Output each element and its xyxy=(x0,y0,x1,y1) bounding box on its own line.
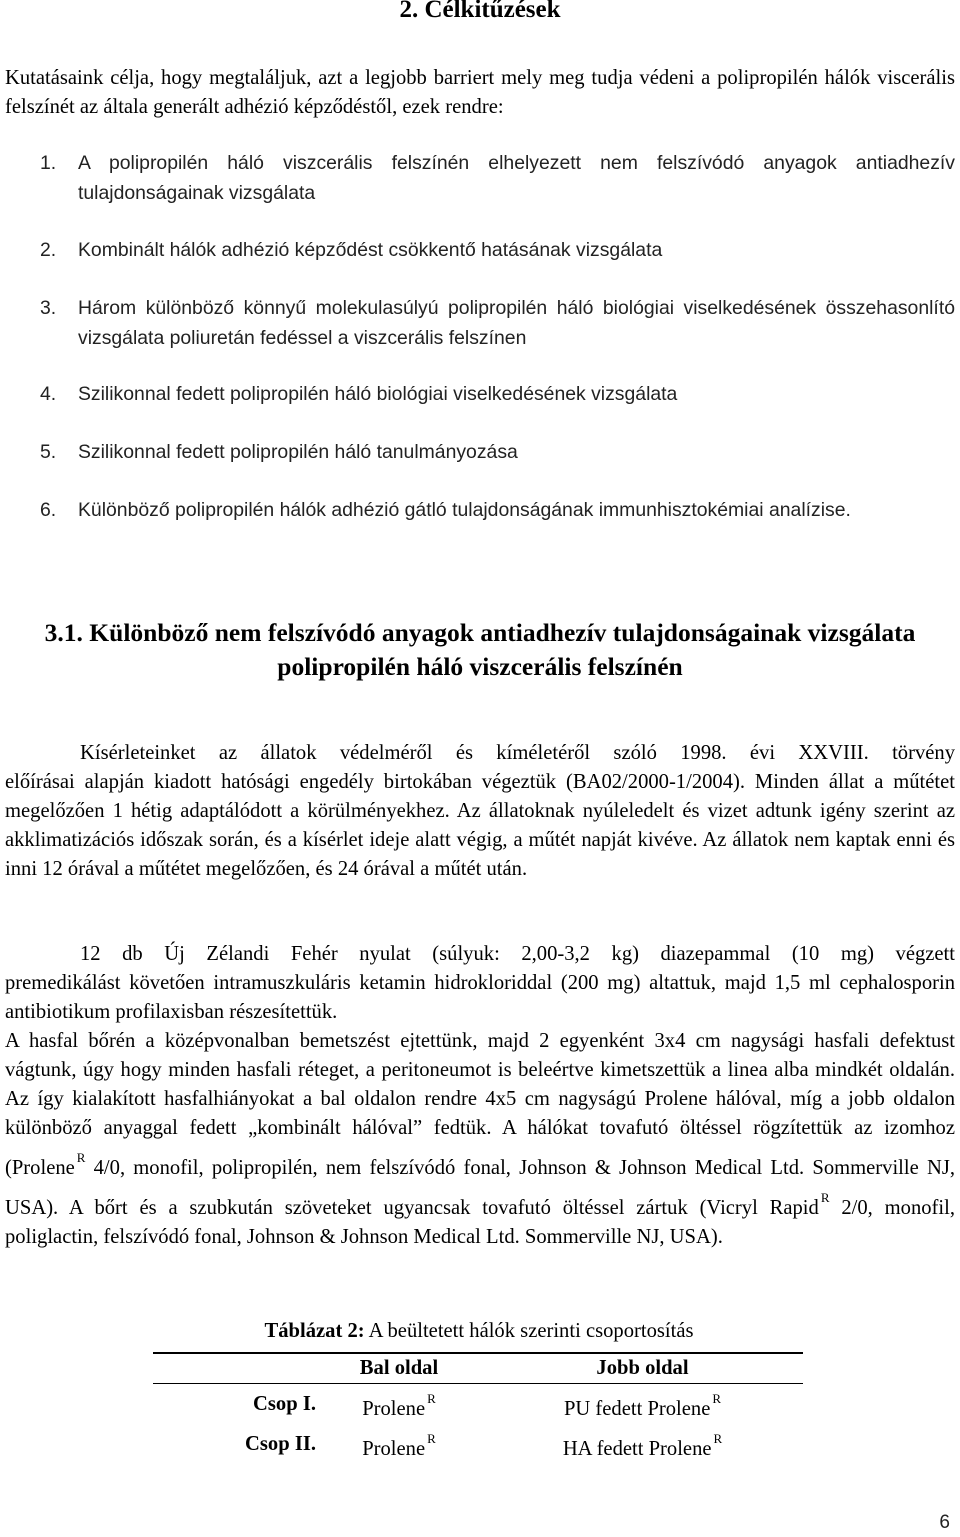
grouping-table xyxy=(153,1352,803,1464)
paragraph-first-line: Kísérleteinket az állatok védelméről és kíméletéről szóló 1998. évi XXVIII. törvény xyxy=(80,742,955,764)
goal-number: 1. xyxy=(40,152,57,174)
mesh-name: HA fedett Prolene xyxy=(562,1438,712,1460)
paragraph-body-continued xyxy=(5,1027,955,1252)
goal-text: Kombinált hálók adhézió képződést csökkentő hatásának vizsgálata xyxy=(78,239,663,261)
table-caption-label: Táblázat 2: xyxy=(264,1320,365,1342)
goal-text: A polipropilén háló viszcerális felszínén elhelyezett nem felszívódó anyagok antiadhezív tulajdonságainak vizsgálata xyxy=(78,152,955,204)
goal-number: 5. xyxy=(40,441,57,463)
table-caption-text: A beültetett hálók szerinti csoportosítás xyxy=(364,1320,694,1342)
table-cell-right xyxy=(482,1384,803,1425)
goal-item xyxy=(40,149,955,208)
goal-text: Különböző polipropilén hálók adhézió gátló tulajdonságának immunhisztokémiai analízise. xyxy=(78,499,851,521)
registered-mark: R xyxy=(713,1431,723,1446)
section-title: Különböző nem felszívódó anyagok antiadhezív tulajdonságainak vizsgálata polipropilén háló viszcerális felszínén xyxy=(89,618,916,681)
table-row xyxy=(153,1384,803,1425)
intro-paragraph: Kutatásaink célja, hogy megtaláljuk, azt a legjobb barriert mely meg tudja védeni a polipropilén hálók viscerális felszínét az általa generált adhézió képződéstől, ezek rendre: xyxy=(5,67,955,118)
goal-item xyxy=(40,438,955,468)
methods-paragraph-1 xyxy=(5,739,955,884)
paragraph-body: premedikálást követően intramuszkuláris ketamin hidrokloriddal (200 mg) altattuk, majd 1,5 ml cephalosporin antibiotikum profilaxisban részesítettük. xyxy=(5,972,955,1023)
mesh-name: Prolene xyxy=(362,1398,426,1420)
methods-paragraph-2 xyxy=(5,940,955,1252)
table-cell-left xyxy=(316,1384,482,1425)
table-caption xyxy=(0,1320,960,1343)
table-cell-left xyxy=(316,1424,482,1464)
registered-mark: R xyxy=(76,1150,86,1165)
registered-mark: R xyxy=(427,1431,436,1446)
paragraph-text: 4/0, monofil, polipropilén, nem felszívódó fonal, Johnson & Johnson Medical Ltd. Sommerville NJ, USA). A bőrt és a szubkután szöveteket ugyancsak tovafutó öltéssel zártuk (Vicryl Rapid xyxy=(5,1157,955,1219)
goal-number: 6. xyxy=(40,499,57,521)
paragraph-body: előírásai alapján kiadott hatósági engedély birtokában végeztük (BA02/2000-1/2004). Minden állat a műtétet megelőzően 1 hétig adaptálódott a körülményekhez. Az állatoknak nyúleledelt és vizet adtunk igény szerint az akklimatizációs időszak során, és a kísérlet ideje alatt végig, a műtét napját kivéve. Az állatok nem kaptak enni és inni 12 órával a műtétet megelőzően, és 24 órával a műtét után. xyxy=(5,771,955,880)
table-cell-right xyxy=(482,1424,803,1464)
goal-number: 4. xyxy=(40,383,57,405)
table-row xyxy=(153,1424,803,1464)
registered-mark: R xyxy=(712,1391,722,1406)
registered-mark: R xyxy=(820,1190,830,1205)
paragraph-text: A hasfal bőrén a középvonalban bemetszést ejtettünk, majd 2 egyenként 3x4 cm nagysági hasfali defektust vágtunk, úgy hogy minden hasfali réteget, a peritoneumot is beleértve kimetszettük a linea alba mindkét oldalán. Az így kialakított hasfalhiányokat a bal oldalon rendre 4x5 cm nagyságú Prolene hálóval, míg a jobb oldalon különböző anyaggal fedett „kombinált hálóval” fedtük. A hálókat tovafutó öltéssel rögzítettük az izomhoz (Prolene xyxy=(5,1030,955,1179)
registered-mark: R xyxy=(427,1391,436,1406)
goal-number: 3. xyxy=(40,297,57,319)
section-heading xyxy=(0,616,960,684)
goal-item xyxy=(40,294,955,353)
table-header-cell xyxy=(153,1353,316,1384)
paragraph-first-line: 12 db Új Zélandi Fehér nyulat (súlyuk: 2,00-3,2 kg) diazepammal (10 mg) végzett xyxy=(80,943,955,965)
goal-item xyxy=(40,380,955,410)
goal-item xyxy=(40,236,955,266)
goal-text: Három különböző könnyű molekulasúlyú polipropilén háló biológiai viselkedésének összehasonlító vizsgálata poliuretán fedéssel a viszcerális felszínen xyxy=(78,297,955,349)
goal-item xyxy=(40,496,955,526)
page-number: 6 xyxy=(939,1512,950,1533)
table-cell-group: Csop II. xyxy=(245,1432,316,1455)
table-header-cell: Bal oldal xyxy=(316,1353,482,1384)
chapter-title: 2. Célkitűzések xyxy=(399,0,561,23)
section-number: 3.1. xyxy=(44,618,83,647)
table-header-row xyxy=(153,1353,803,1384)
mesh-name: PU fedett Prolene xyxy=(563,1398,711,1420)
paragraph-text: 2/0, monofil, poliglactin, felszívódó fonal, Johnson & Johnson Medical Ltd. Sommerville NJ, USA). xyxy=(5,1197,955,1248)
table-header-cell: Jobb oldal xyxy=(482,1353,803,1384)
table-cell-group: Csop I. xyxy=(253,1392,316,1415)
mesh-name: Prolene xyxy=(362,1438,426,1460)
goal-text: Szilikonnal fedett polipropilén háló biológiai viselkedésének vizsgálata xyxy=(78,383,678,405)
goal-number: 2. xyxy=(40,239,57,261)
goal-text: Szilikonnal fedett polipropilén háló tanulmányozása xyxy=(78,441,518,463)
